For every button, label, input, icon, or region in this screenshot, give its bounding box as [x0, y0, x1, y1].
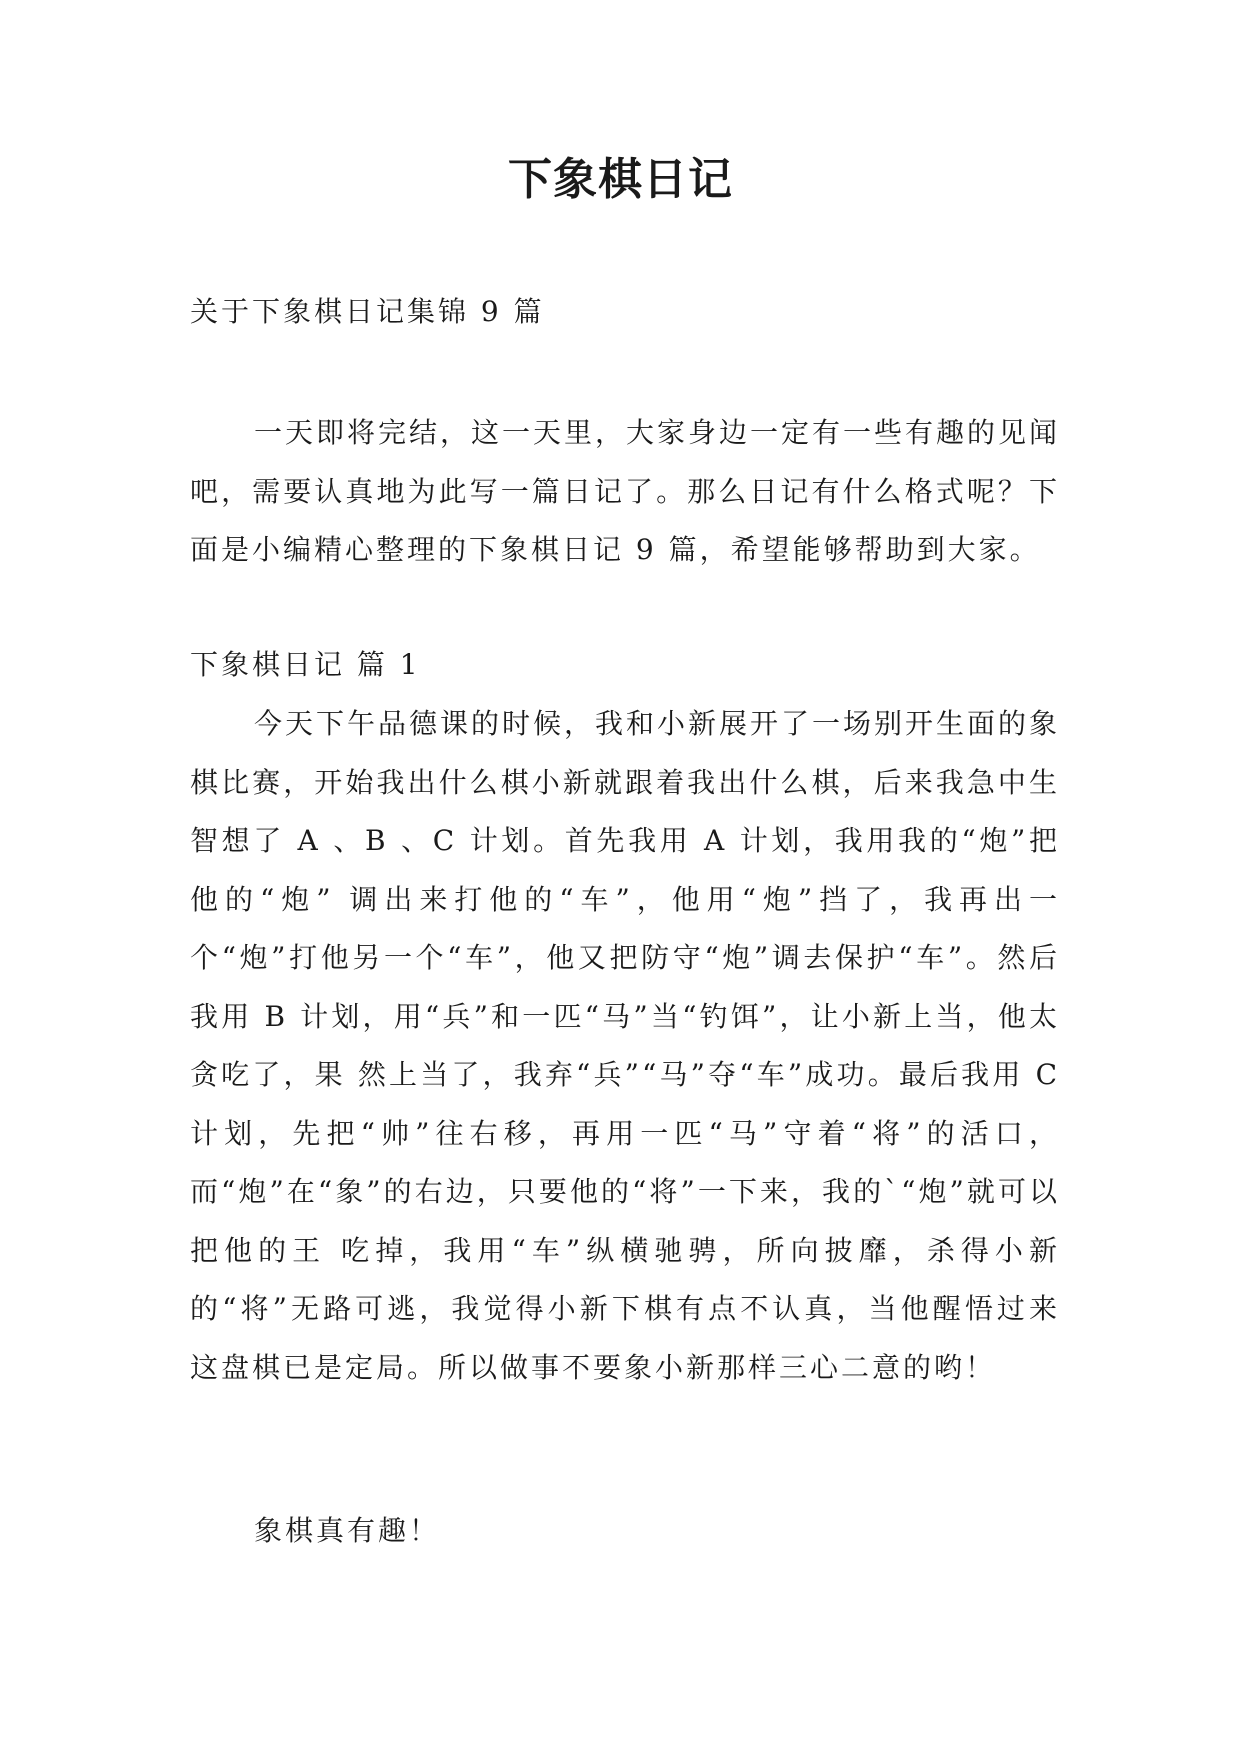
intro-paragraph: 一天即将完结，这一天里，大家身边一定有一些有趣的见闻吧，需要认真地为此写一篇日记了。那么日记有什么格式呢？下面是小编精心整理的下象棋日记 9 篇，希望能够帮助到大家。 [190, 416, 1061, 566]
section-heading: 下象棋日记 篇 1 [190, 648, 421, 681]
ending-line: 象棋真有趣！ [254, 1514, 441, 1547]
document-subtitle: 关于下象棋日记集锦 9 篇 [190, 295, 545, 328]
document-title: 下象棋日记 [508, 154, 733, 205]
story-paragraph: 今天下午品德课的时候，我和小新展开了一场别开生面的象棋比赛，开始我出什么棋小新就跟着我出什么棋，后来我急中生智想了 A 、B 、C 计划。首先我用 A 计划，我用我的“炮”把他的“炮” 调出来打他的“车”，他用“炮”挡了，我再出一个“炮”打他另一个“车”，他又把防守“炮”调去保护“车”。然后我用 B 计划，用“兵”和一匹“马”当“钓饵”，让小新上当，他太贪吃了，果 然上当了，我弃“兵”“马”夺“车”成功。最后我用 C 计划，先把“帅”往右移，再用一匹“马”守着“将”的活口，而“炮”在“象”的右边，只要他的“将”一下来，我的`“炮”就可以把他的王 吃掉，我用“车”纵横驰骋，所向披靡，杀得小新的“将”无路可逃，我觉得小新下棋有点不认真，当他醒悟过来这盘棋已是定局。所以做事不要象小新那样三心二意的哟！ [190, 707, 1061, 1384]
